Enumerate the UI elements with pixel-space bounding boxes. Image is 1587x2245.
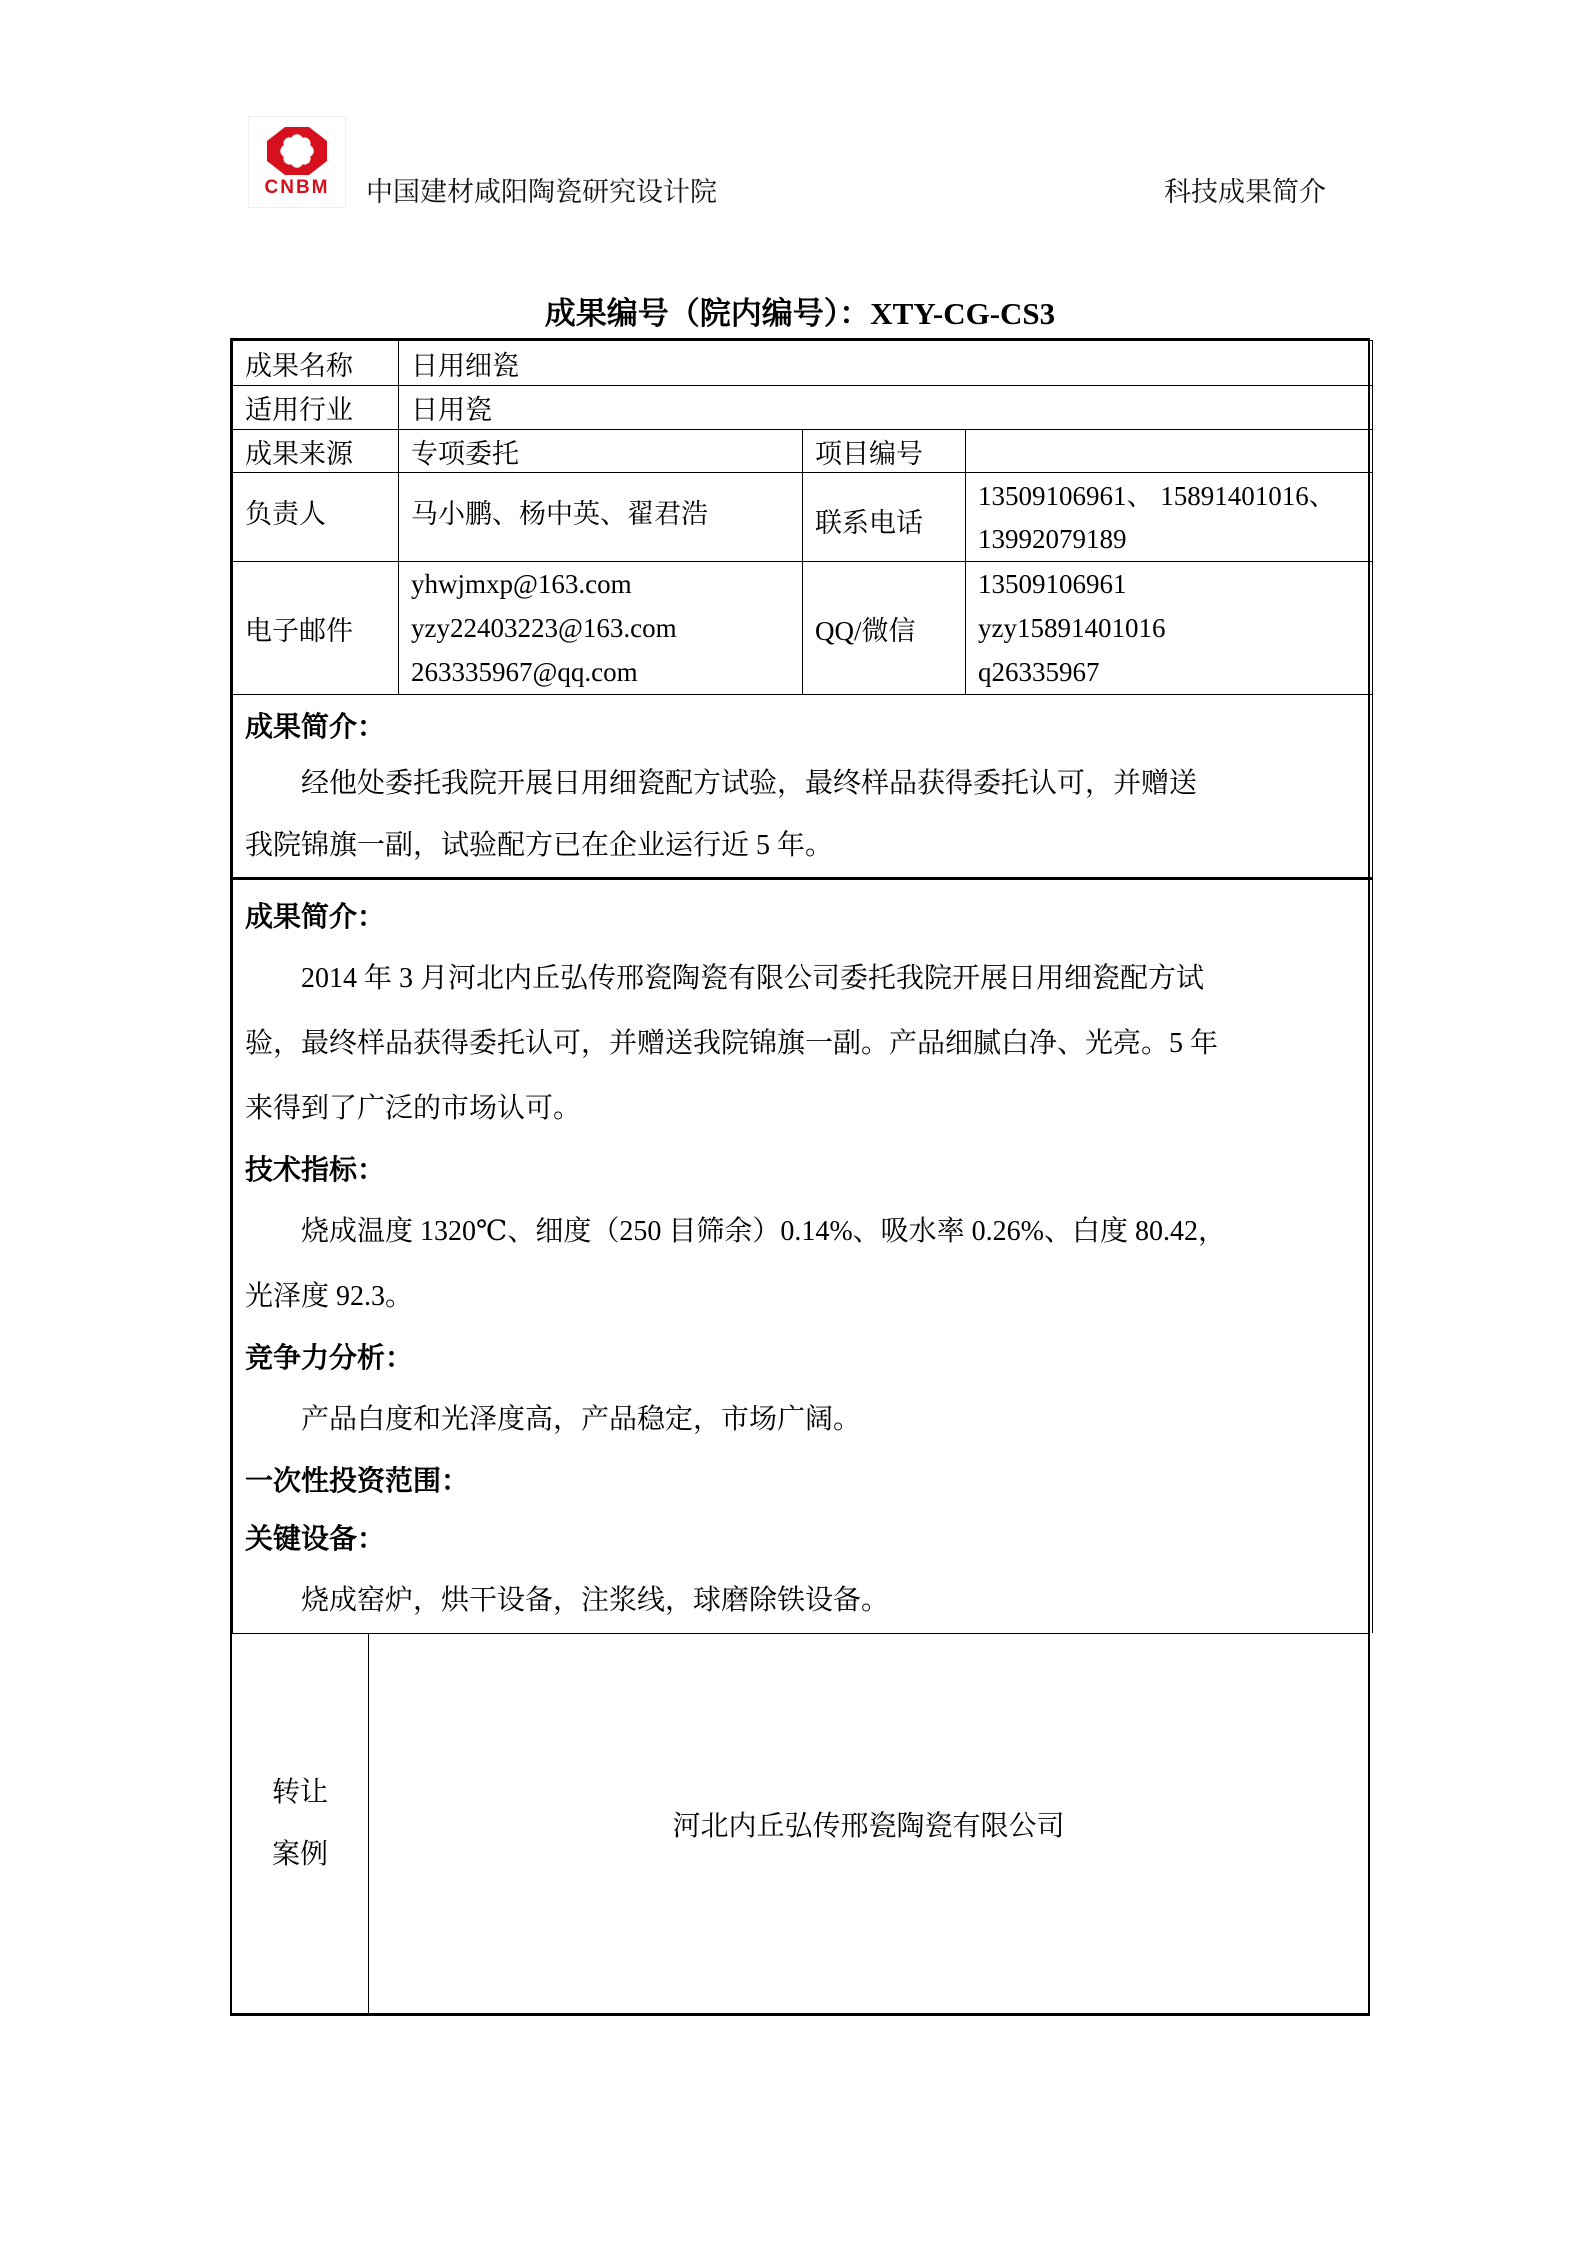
text-line: 产品白度和光泽度高，产品稳定，市场广阔。 [301, 1404, 862, 1435]
text-line: yhwjmxp@163.com [411, 569, 632, 599]
investment-heading: 一次性投资范围： [245, 1465, 470, 1496]
achievement-table [230, 338, 1370, 2016]
text-line: 13509106961 [978, 569, 1127, 599]
cnbm-logo [248, 116, 346, 208]
transfer-company-cell: 河北内丘弘传邢瓷陶瓷有限公司 [672, 1810, 1065, 1842]
competition-heading: 竞争力分析： [245, 1342, 414, 1373]
details-cell [233, 879, 1373, 1634]
industry-value-cell: 日用瓷 [399, 386, 1373, 430]
equipment-heading: 关键设备： [245, 1523, 386, 1554]
phone-label-cell: 联系电话 [803, 473, 966, 562]
table-row-leader [233, 473, 1373, 562]
table-row-industry [233, 386, 1373, 430]
transfer-label-cell [232, 1634, 369, 2013]
text-line: 我院锦旗一副，试验配方已在企业运行近 5 年。 [245, 830, 834, 861]
text-line: 验，最终样品获得委托认可，并赠送我院锦旗一副。产品细腻白净、光亮。5 年 [245, 1028, 1219, 1059]
text-line: q26335967 [978, 657, 1100, 687]
text-line: 13509106961、 15891401016、 [978, 481, 1336, 511]
table-row-details [233, 879, 1373, 1634]
name-value-cell: 日用细瓷 [399, 341, 1373, 386]
brief1-heading: 成果简介： [245, 711, 386, 742]
leader-value-cell: 马小鹏、杨中英、翟君浩 [399, 473, 803, 562]
project-no-value-cell [966, 430, 1373, 473]
cnbm-logo-text: CNBM [264, 177, 330, 198]
text-line: 烧成温度 1320℃、细度（250 目筛余）0.14%、吸水率 0.26%、白度 80.42， [301, 1216, 1226, 1247]
qq-value-cell [966, 562, 1373, 695]
competition-paragraph [245, 1387, 1358, 1452]
text-line: 263335967@qq.com [411, 657, 638, 687]
email-label-cell: 电子邮件 [233, 562, 399, 695]
table-row-source [233, 430, 1373, 473]
source-value-cell: 专项委托 [399, 430, 803, 473]
text-line: 13992079189 [978, 524, 1127, 554]
table-row-email [233, 562, 1373, 695]
text-line: 2014 年 3 月河北内丘弘传邢瓷陶瓷有限公司委托我院开展日用细瓷配方试 [301, 963, 1205, 994]
source-label-cell: 成果来源 [233, 430, 399, 473]
text-line: yzy22403223@163.com [411, 613, 677, 643]
doc-type-label: 科技成果简介 [1164, 177, 1326, 207]
phone-value-cell [966, 473, 1373, 562]
table-row-name [233, 341, 1373, 386]
text-line: 经他处委托我院开展日用细瓷配方试验，最终样品获得委托认可，并赠送 [301, 768, 1198, 799]
email-value-cell [399, 562, 803, 695]
leader-label-cell: 负责人 [233, 473, 399, 562]
text-line: 转让 [271, 1776, 328, 1808]
tech-heading: 技术指标： [245, 1154, 386, 1185]
equipment-paragraph [245, 1568, 1358, 1633]
industry-label-cell: 适用行业 [233, 386, 399, 430]
brief1-cell [233, 695, 1373, 879]
institute-name: 中国建材咸阳陶瓷研究设计院 [366, 177, 717, 207]
brief1-paragraph [245, 753, 1358, 877]
brief2-heading: 成果简介： [245, 901, 386, 932]
project-no-label-cell: 项目编号 [803, 430, 966, 473]
brief2-paragraph [245, 946, 1358, 1141]
page-title: 成果编号（院内编号）：XTY-CG-CS3 [544, 296, 1056, 331]
text-line: 烧成窑炉，烘干设备，注浆线，球磨除铁设备。 [301, 1585, 890, 1616]
table-row-transfer [232, 1633, 1368, 2013]
text-line: 案例 [271, 1838, 328, 1870]
table-row-brief1 [233, 695, 1373, 879]
text-line: 来得到了广泛的市场认可。 [245, 1093, 582, 1124]
name-label-cell: 成果名称 [233, 341, 399, 386]
cnbm-octagon-icon [267, 127, 327, 175]
text-line: 光泽度 92.3。 [245, 1281, 414, 1312]
text-line: yzy15891401016 [978, 613, 1166, 643]
tech-paragraph [245, 1199, 1358, 1329]
qq-label-cell: QQ/微信 [803, 562, 966, 695]
